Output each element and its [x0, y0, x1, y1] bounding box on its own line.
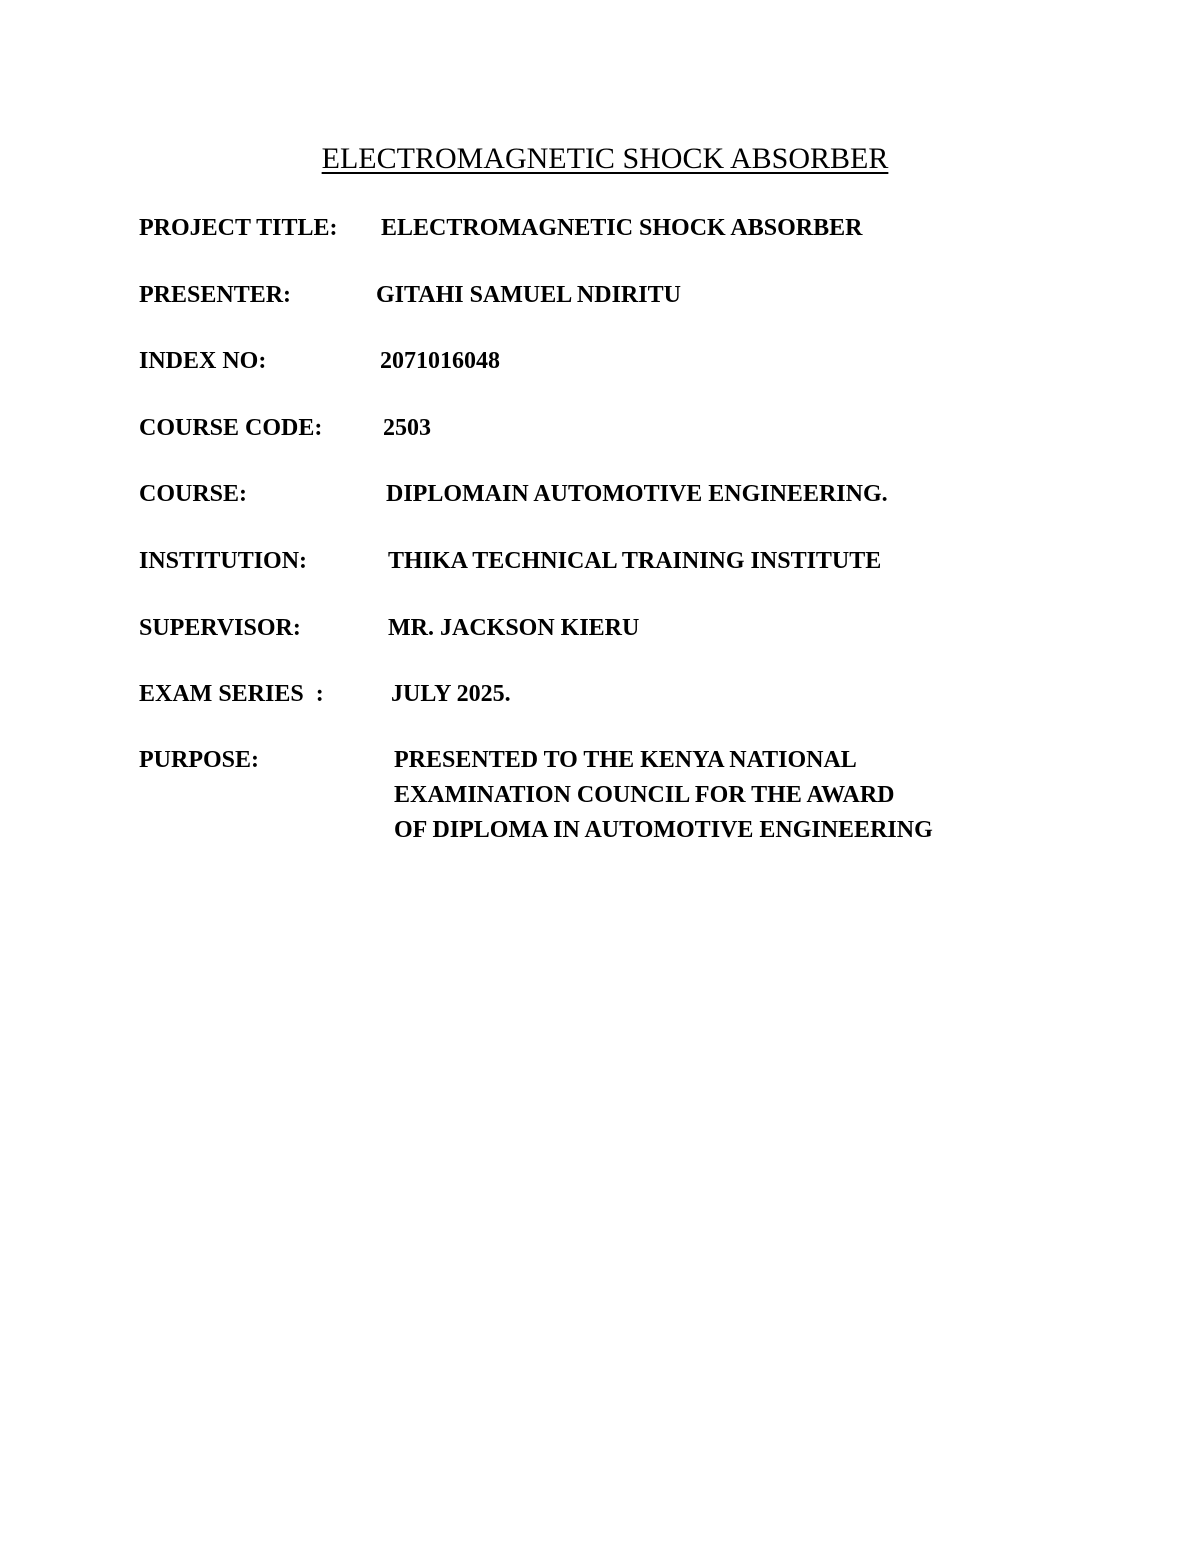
presenter-value: GITAHI SAMUEL NDIRITU [376, 282, 681, 308]
purpose-value [394, 743, 1054, 848]
course-value: DIPLOMAIN AUTOMOTIVE ENGINEERING. [386, 481, 888, 507]
course-label: COURSE: [139, 481, 248, 507]
presenter-label: PRESENTER: [139, 282, 292, 308]
project-title-label: PROJECT TITLE: [139, 215, 338, 241]
purpose-line: PRESENTED TO THE KENYA NATIONAL [394, 747, 857, 773]
purpose-line: EXAMINATION COUNCIL FOR THE AWARD [394, 782, 895, 808]
institution-value: THIKA TECHNICAL TRAINING INSTITUTE [388, 548, 882, 574]
exam-series-value: JULY 2025. [391, 681, 511, 707]
institution-label: INSTITUTION: [139, 548, 308, 574]
supervisor-value: MR. JACKSON KIERU [388, 615, 640, 641]
course-code-label: COURSE CODE: [139, 415, 323, 441]
index-no-label: INDEX NO: [139, 348, 267, 374]
project-title-value: ELECTROMAGNETIC SHOCK ABSORBER [381, 215, 863, 241]
index-no-value: 2071016048 [380, 348, 500, 374]
supervisor-label: SUPERVISOR: [139, 615, 301, 641]
exam-series-label: EXAM SERIES : [139, 681, 324, 707]
course-code-value: 2503 [383, 415, 431, 441]
document-heading: ELECTROMAGNETIC SHOCK ABSORBER [321, 142, 889, 175]
purpose-line: OF DIPLOMA IN AUTOMOTIVE ENGINEERING [394, 817, 933, 843]
purpose-label: PURPOSE: [139, 747, 259, 773]
